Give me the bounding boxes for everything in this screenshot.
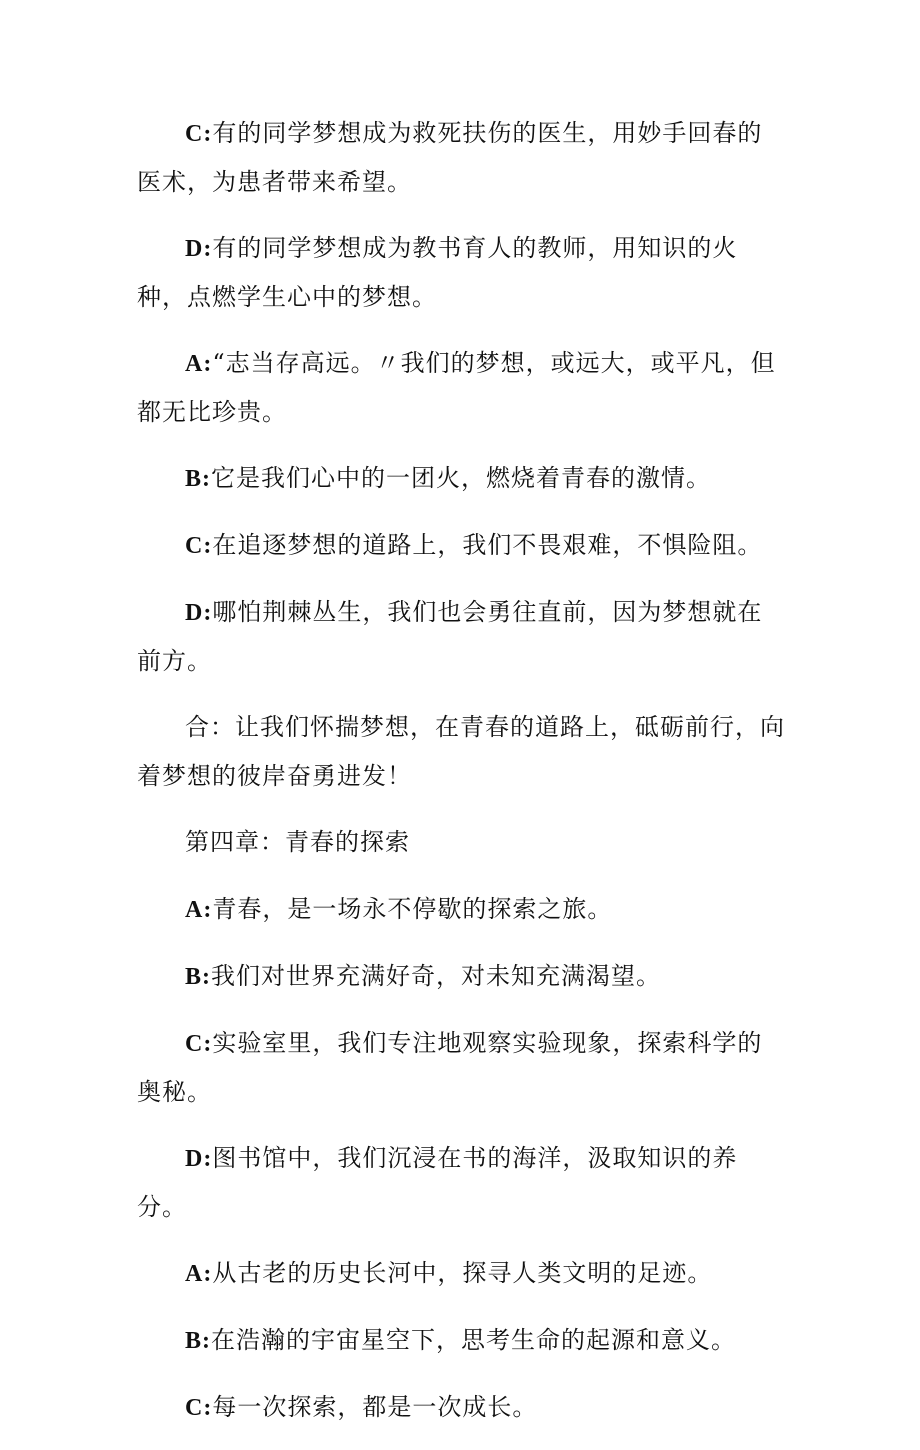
paragraph — [137, 454, 787, 503]
speaker-label: C: — [185, 1031, 213, 1057]
speaker-label: C: — [185, 1395, 213, 1421]
paragraph-text: “志当存高远。〃我们的梦想，或远大，或平凡，但都无比珍贵。 — [137, 349, 776, 426]
paragraph-text: 图书馆中，我们沉浸在书的海洋，汲取知识的养分。 — [137, 1144, 738, 1221]
speaker-label: B: — [185, 466, 211, 492]
speaker-label: C: — [185, 533, 213, 559]
paragraph — [137, 1249, 787, 1298]
paragraph-text: 有的同学梦想成为教书育人的教师，用知识的火种，点燃学生心中的梦想。 — [137, 234, 738, 311]
speaker-label: D: — [185, 1146, 213, 1172]
paragraph-text: 第四章：青春的探索 — [185, 828, 410, 856]
paragraph-text: 在浩瀚的宇宙星空下，思考生命的起源和意义。 — [211, 1326, 736, 1354]
paragraph — [137, 1316, 787, 1365]
speaker-label: C: — [185, 121, 213, 147]
speaker-label: A: — [185, 897, 213, 923]
paragraph-text: 从古老的历史长河中，探寻人类文明的足迹。 — [212, 1259, 713, 1287]
paragraph — [137, 224, 787, 321]
speaker-label: D: — [185, 600, 213, 626]
paragraph — [137, 885, 787, 934]
paragraph-text: 有的同学梦想成为救死扶伤的医生，用妙手回春的医术，为患者带来希望。 — [137, 119, 763, 196]
chapter-heading — [137, 818, 787, 867]
paragraph — [137, 588, 787, 685]
paragraph-text: 我们对世界充满好奇，对未知充满渴望。 — [211, 962, 661, 990]
paragraph-text: 它是我们心中的一团火，燃烧着青春的激情。 — [211, 464, 711, 492]
paragraph-text: 每一次探索，都是一次成长。 — [212, 1393, 538, 1421]
speaker-label: B: — [185, 964, 211, 990]
document-body — [137, 109, 787, 1450]
paragraph-text: 青春，是一场永不停歇的探索之旅。 — [212, 895, 613, 923]
paragraph — [137, 1383, 787, 1432]
speaker-label: D: — [185, 236, 213, 262]
speaker-label: B: — [185, 1328, 211, 1354]
paragraph — [137, 952, 787, 1001]
speaker-label: A: — [185, 1261, 213, 1287]
paragraph — [137, 339, 787, 436]
paragraph-text: 实验室里，我们专注地观察实验现象，探索科学的奥秘。 — [137, 1029, 763, 1106]
speaker-label: A: — [185, 351, 213, 377]
paragraph-text: 在追逐梦想的道路上，我们不畏艰难，不惧险阻。 — [212, 531, 763, 559]
paragraph-text: 合：让我们怀揣梦想，在青春的道路上，砥砺前行，向着梦想的彼岸奋勇进发！ — [137, 713, 785, 790]
paragraph — [137, 1134, 787, 1231]
paragraph — [137, 703, 787, 800]
paragraph-text: 哪怕荆棘丛生，我们也会勇往直前，因为梦想就在前方。 — [137, 598, 763, 675]
paragraph — [137, 109, 787, 206]
paragraph — [137, 1019, 787, 1116]
paragraph — [137, 521, 787, 570]
